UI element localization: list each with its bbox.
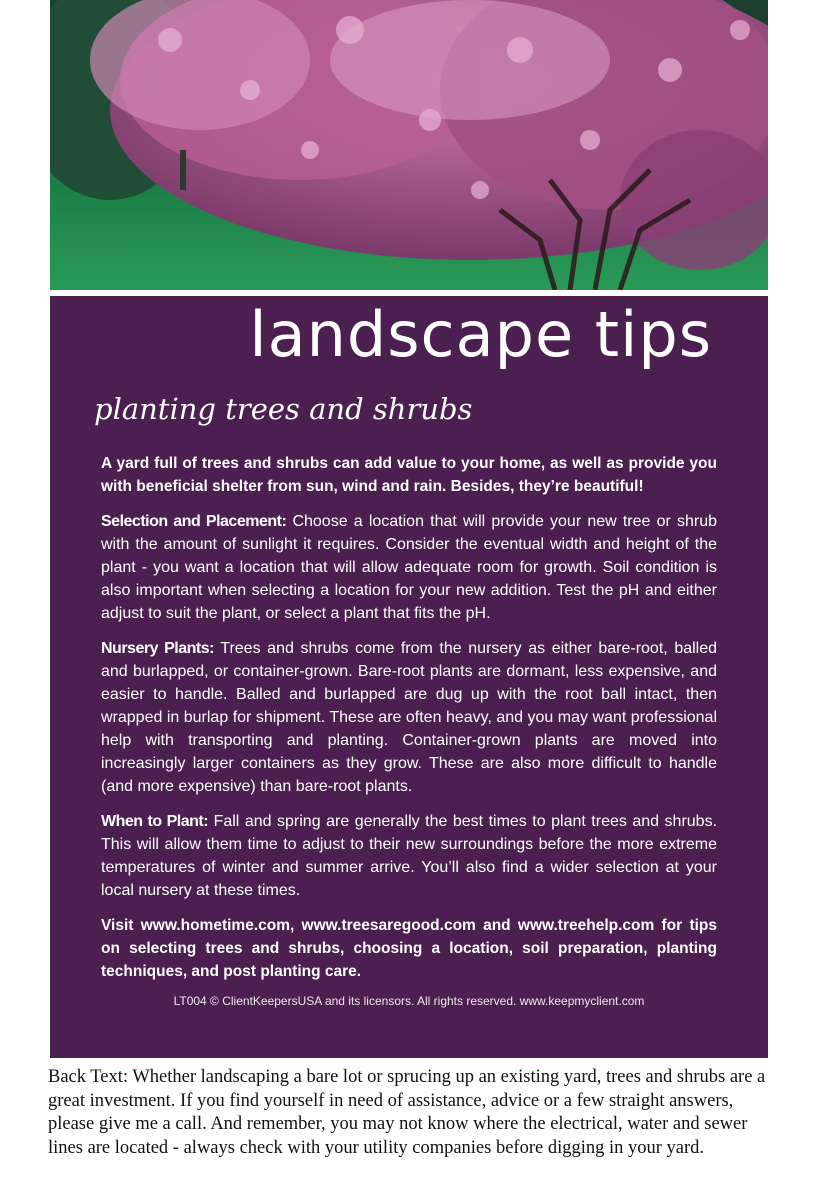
section-text: Choose a location that will provide your new tree or shrub with the amount of sunlight it requires. Consider the eventual width and height of the plant - you want a location that will allow adequate room for growth. Soil condition is also important when selecting a location for your new addition. Test the pH and either adjust to suit the plant, or select a plant that fits the pH. bbox=[101, 513, 717, 622]
page-subtitle: planting trees and shrubs bbox=[94, 392, 473, 426]
intro-paragraph: A yard full of trees and shrubs can add value to your home, as well as provide you with beneficial shelter from sun, wind and rain. Besides, they’re beautiful! bbox=[101, 455, 717, 495]
section-text: Trees and shrubs come from the nursery as either bare-root, balled and burlapped, or container-grown. Bare-root plants are dormant, less expensive, and easier to handle. Balled and burlapped are dug up with the root ball intact, then wrapped in burlap for shipment. These are often heavy, and you may want professional help with transporting and planting. Container-grown plants are moved into increasingly larger containers as they grow. These are also more difficult to handle (and more expensive) than bare-root plants. bbox=[101, 640, 718, 795]
section-nursery bbox=[101, 637, 717, 798]
tips-panel bbox=[50, 296, 768, 1058]
header-photo bbox=[50, 0, 768, 290]
section-lead: Selection and Placement: bbox=[101, 513, 287, 530]
section-text: Fall and spring are generally the best times to plant trees and shrubs. This will allow them time to adjust to their new surroundings before the more extreme temperatures of winter and summer arrive. You’ll also find a wider selection at your local nursery at these times. bbox=[101, 813, 718, 899]
section-selection bbox=[101, 510, 717, 625]
lilac-shrub-illustration bbox=[50, 0, 768, 290]
section-lead: When to Plant: bbox=[101, 813, 209, 830]
section-lead: Nursery Plants: bbox=[101, 640, 214, 657]
page-title: landscape tips bbox=[249, 298, 712, 371]
tips-content bbox=[101, 452, 717, 995]
section-when bbox=[101, 810, 717, 902]
back-text: Back Text: Whether landscaping a bare lot or sprucing up an existing yard, trees and shrubs are a great investment. If you find yourself in need of assistance, advice or a few straight answers, please give me a call. And remember, you may not know where the electrical, water and sewer lines are located - always check with your utility companies before digging in your yard. bbox=[48, 1067, 766, 1158]
visit-paragraph: Visit www.hometime.com, www.treesaregood.com and www.treehelp.com for tips on selecting trees and shrubs, choosing a location, soil preparation, planting techniques, and post planting care. bbox=[101, 917, 717, 980]
copyright-line: LT004 © ClientKeepersUSA and its licensors. All rights reserved. www.keepmyclient.com bbox=[173, 994, 645, 1008]
